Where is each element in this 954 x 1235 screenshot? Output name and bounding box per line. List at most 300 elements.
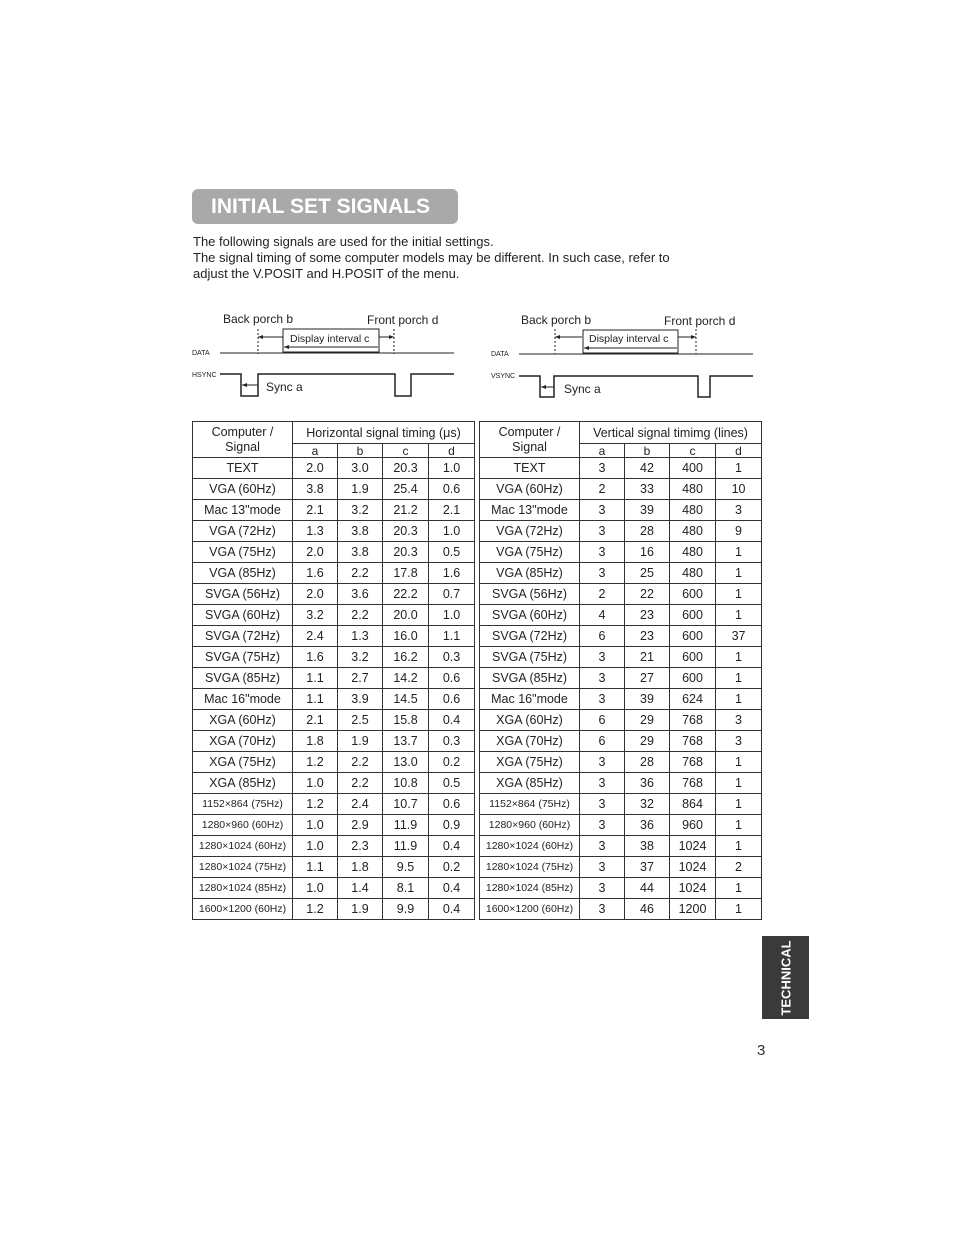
display-interval-label: Display interval c: [589, 333, 669, 345]
value-cell-a: 1.8: [293, 731, 338, 752]
value-cell-c: 1200: [670, 899, 716, 920]
signal-name-cell: SVGA (72Hz): [480, 626, 580, 647]
value-cell-d: 3: [716, 500, 762, 521]
front-porch-label: Front porch d: [664, 314, 736, 328]
value-cell-d: 9: [716, 521, 762, 542]
signal-name-cell: 1280×960 (60Hz): [480, 815, 580, 836]
value-cell-b: 2.2: [338, 563, 383, 584]
table-row: [193, 815, 475, 836]
col-header-b: b: [338, 444, 383, 458]
back-porch-label: Back porch b: [521, 313, 592, 327]
value-cell-c: 1024: [670, 836, 716, 857]
value-cell-b: 1.9: [338, 899, 383, 920]
table-row: [480, 647, 762, 668]
value-cell-d: 0.4: [429, 878, 475, 899]
value-cell-c: 768: [670, 731, 716, 752]
signal-name-cell: VGA (75Hz): [480, 542, 580, 563]
signal-name-cell: SVGA (56Hz): [193, 584, 293, 605]
signal-name-cell: 1152×864 (75Hz): [480, 794, 580, 815]
value-cell-d: 1: [716, 689, 762, 710]
signal-name-cell: Mac 13"mode: [480, 500, 580, 521]
table-row: [480, 584, 762, 605]
value-cell-a: 3: [580, 836, 625, 857]
table-row: [193, 668, 475, 689]
value-cell-d: 1: [716, 605, 762, 626]
value-cell-a: 2.4: [293, 626, 338, 647]
value-cell-a: 3: [580, 773, 625, 794]
value-cell-c: 22.2: [383, 584, 429, 605]
table-row: [193, 773, 475, 794]
value-cell-b: 46: [625, 899, 670, 920]
table-row: [193, 689, 475, 710]
value-cell-a: 3: [580, 668, 625, 689]
table-row: [193, 710, 475, 731]
value-cell-a: 3: [580, 542, 625, 563]
signal-name-cell: VGA (85Hz): [480, 563, 580, 584]
value-cell-a: 3: [580, 500, 625, 521]
value-cell-a: 2.1: [293, 710, 338, 731]
value-cell-d: 0.2: [429, 752, 475, 773]
value-cell-a: 1.0: [293, 836, 338, 857]
value-cell-b: 1.9: [338, 479, 383, 500]
value-cell-c: 600: [670, 668, 716, 689]
value-cell-c: 20.3: [383, 542, 429, 563]
value-cell-b: 23: [625, 626, 670, 647]
table-row: [480, 752, 762, 773]
value-cell-d: 1: [716, 815, 762, 836]
value-cell-d: 1.0: [429, 521, 475, 542]
value-cell-c: 9.9: [383, 899, 429, 920]
value-cell-a: 3: [580, 563, 625, 584]
value-cell-d: 1: [716, 563, 762, 584]
value-cell-d: 3: [716, 731, 762, 752]
signal-name-cell: XGA (70Hz): [193, 731, 293, 752]
table-row: [193, 500, 475, 521]
horizontal-timing-diagram: [188, 308, 463, 403]
value-cell-d: 0.9: [429, 815, 475, 836]
value-cell-d: 1: [716, 542, 762, 563]
value-cell-b: 33: [625, 479, 670, 500]
value-cell-d: 0.4: [429, 899, 475, 920]
signal-name-cell: 1280×1024 (75Hz): [480, 857, 580, 878]
col-header-c: c: [383, 444, 429, 458]
signal-name-cell: 1280×960 (60Hz): [193, 815, 293, 836]
front-porch-label: Front porch d: [367, 313, 439, 327]
value-cell-b: 2.2: [338, 752, 383, 773]
table-row: [480, 542, 762, 563]
value-cell-d: 0.7: [429, 584, 475, 605]
value-cell-d: 1.0: [429, 605, 475, 626]
value-cell-c: 16.0: [383, 626, 429, 647]
value-cell-c: 10.7: [383, 794, 429, 815]
value-cell-d: 0.4: [429, 836, 475, 857]
intro-line-3: adjust the V.POSIT and H.POSIT of the menu.: [193, 266, 460, 281]
value-cell-d: 1: [716, 584, 762, 605]
value-cell-b: 23: [625, 605, 670, 626]
value-cell-b: 28: [625, 752, 670, 773]
sync-label: Sync a: [266, 380, 303, 394]
col-header-b: b: [625, 444, 670, 458]
signal-name-cell: XGA (60Hz): [193, 710, 293, 731]
value-cell-b: 36: [625, 773, 670, 794]
value-cell-c: 11.9: [383, 836, 429, 857]
value-cell-b: 32: [625, 794, 670, 815]
col-header-d: d: [716, 444, 762, 458]
value-cell-c: 864: [670, 794, 716, 815]
value-cell-b: 3.2: [338, 647, 383, 668]
value-cell-c: 480: [670, 521, 716, 542]
signal-column-header: Computer / Signal: [193, 422, 293, 458]
value-cell-a: 1.1: [293, 668, 338, 689]
value-cell-c: 17.8: [383, 563, 429, 584]
value-cell-a: 3: [580, 899, 625, 920]
table-row: [193, 458, 475, 479]
value-cell-d: 0.6: [429, 689, 475, 710]
value-cell-a: 3.8: [293, 479, 338, 500]
value-cell-a: 6: [580, 626, 625, 647]
signal-name-cell: XGA (70Hz): [480, 731, 580, 752]
table-row: [193, 563, 475, 584]
value-cell-b: 37: [625, 857, 670, 878]
value-cell-c: 25.4: [383, 479, 429, 500]
signal-name-cell: VGA (85Hz): [193, 563, 293, 584]
value-cell-a: 1.1: [293, 857, 338, 878]
table-row: [480, 794, 762, 815]
value-cell-a: 3: [580, 689, 625, 710]
value-cell-b: 3.8: [338, 542, 383, 563]
table-row: [480, 710, 762, 731]
timing-column-header: Horizontal signal timing (μs): [293, 422, 475, 444]
table-row: [480, 731, 762, 752]
value-cell-c: 11.9: [383, 815, 429, 836]
value-cell-c: 21.2: [383, 500, 429, 521]
value-cell-a: 2: [580, 479, 625, 500]
signal-name-cell: SVGA (85Hz): [480, 668, 580, 689]
value-cell-d: 1: [716, 647, 762, 668]
value-cell-d: 10: [716, 479, 762, 500]
signal-name-cell: XGA (60Hz): [480, 710, 580, 731]
value-cell-d: 1: [716, 899, 762, 920]
value-cell-b: 1.9: [338, 731, 383, 752]
table-row: [193, 647, 475, 668]
value-cell-a: 1.0: [293, 878, 338, 899]
table-row: [480, 458, 762, 479]
value-cell-d: 37: [716, 626, 762, 647]
horizontal-table-body: [193, 458, 475, 920]
value-cell-b: 3.6: [338, 584, 383, 605]
value-cell-a: 6: [580, 731, 625, 752]
value-cell-d: 1: [716, 836, 762, 857]
value-cell-c: 1024: [670, 857, 716, 878]
value-cell-b: 39: [625, 689, 670, 710]
signal-name-cell: VGA (72Hz): [480, 521, 580, 542]
vsync-label: VSYNC: [491, 373, 516, 380]
signal-name-cell: Mac 13"mode: [193, 500, 293, 521]
intro-line-2: The signal timing of some computer models may be different. In such case, refer to: [193, 250, 670, 265]
signal-name-cell: VGA (60Hz): [193, 479, 293, 500]
value-cell-b: 2.7: [338, 668, 383, 689]
value-cell-c: 480: [670, 479, 716, 500]
value-cell-a: 3: [580, 647, 625, 668]
value-cell-d: 0.2: [429, 857, 475, 878]
timing-column-header: Vertical signal timimg (lines): [580, 422, 762, 444]
value-cell-c: 1024: [670, 878, 716, 899]
value-cell-c: 480: [670, 500, 716, 521]
value-cell-b: 42: [625, 458, 670, 479]
table-row: [480, 668, 762, 689]
value-cell-d: 3: [716, 710, 762, 731]
value-cell-b: 39: [625, 500, 670, 521]
value-cell-b: 2.3: [338, 836, 383, 857]
value-cell-c: 16.2: [383, 647, 429, 668]
value-cell-c: 480: [670, 563, 716, 584]
signal-name-cell: SVGA (72Hz): [193, 626, 293, 647]
value-cell-b: 1.8: [338, 857, 383, 878]
value-cell-d: 0.6: [429, 479, 475, 500]
value-cell-c: 768: [670, 752, 716, 773]
signal-name-cell: VGA (72Hz): [193, 521, 293, 542]
value-cell-c: 600: [670, 605, 716, 626]
value-cell-a: 3.2: [293, 605, 338, 626]
value-cell-a: 1.2: [293, 794, 338, 815]
sync-label: Sync a: [564, 382, 601, 396]
data-label: DATA: [192, 350, 210, 357]
signal-name-cell: SVGA (60Hz): [193, 605, 293, 626]
value-cell-b: 2.5: [338, 710, 383, 731]
value-cell-c: 8.1: [383, 878, 429, 899]
table-row: [480, 521, 762, 542]
value-cell-a: 3: [580, 878, 625, 899]
signal-name-cell: SVGA (60Hz): [480, 605, 580, 626]
value-cell-a: 1.0: [293, 815, 338, 836]
value-cell-c: 20.3: [383, 458, 429, 479]
value-cell-b: 21: [625, 647, 670, 668]
value-cell-c: 624: [670, 689, 716, 710]
value-cell-c: 10.8: [383, 773, 429, 794]
table-row: [480, 899, 762, 920]
value-cell-b: 3.0: [338, 458, 383, 479]
back-porch-label: Back porch b: [223, 312, 294, 326]
value-cell-b: 2.2: [338, 773, 383, 794]
value-cell-b: 3.8: [338, 521, 383, 542]
value-cell-a: 3: [580, 815, 625, 836]
col-header-a: a: [293, 444, 338, 458]
table-row: [193, 899, 475, 920]
value-cell-a: 3: [580, 794, 625, 815]
table-row: [480, 878, 762, 899]
intro-text: [193, 234, 753, 282]
value-cell-d: 1.0: [429, 458, 475, 479]
value-cell-c: 20.3: [383, 521, 429, 542]
signal-name-cell: TEXT: [480, 458, 580, 479]
page-number: 3: [757, 1042, 766, 1059]
signal-name-cell: 1280×1024 (85Hz): [193, 878, 293, 899]
vertical-timing-table: [479, 421, 762, 920]
value-cell-b: 1.4: [338, 878, 383, 899]
signal-name-cell: XGA (75Hz): [480, 752, 580, 773]
signal-name-cell: 1600×1200 (60Hz): [480, 899, 580, 920]
signal-name-cell: 1280×1024 (85Hz): [480, 878, 580, 899]
table-row: [480, 836, 762, 857]
value-cell-d: 0.4: [429, 710, 475, 731]
table-row: [480, 815, 762, 836]
value-cell-b: 25: [625, 563, 670, 584]
value-cell-b: 2.2: [338, 605, 383, 626]
value-cell-a: 3: [580, 521, 625, 542]
value-cell-d: 1.6: [429, 563, 475, 584]
value-cell-c: 768: [670, 773, 716, 794]
table-row: [193, 584, 475, 605]
value-cell-b: 38: [625, 836, 670, 857]
section-title: INITIAL SET SIGNALS: [192, 189, 458, 224]
value-cell-b: 44: [625, 878, 670, 899]
horizontal-timing-table: [192, 421, 475, 920]
value-cell-b: 1.3: [338, 626, 383, 647]
value-cell-a: 2.0: [293, 584, 338, 605]
table-row: [480, 689, 762, 710]
table-row: [193, 857, 475, 878]
col-header-a: a: [580, 444, 625, 458]
value-cell-d: 1.1: [429, 626, 475, 647]
table-row: [193, 542, 475, 563]
value-cell-a: 2.1: [293, 500, 338, 521]
signal-name-cell: XGA (85Hz): [193, 773, 293, 794]
value-cell-d: 0.3: [429, 731, 475, 752]
table-row: [480, 626, 762, 647]
value-cell-d: 1: [716, 878, 762, 899]
value-cell-c: 9.5: [383, 857, 429, 878]
value-cell-a: 1.1: [293, 689, 338, 710]
hsync-label: HSYNC: [192, 372, 217, 379]
signal-name-cell: TEXT: [193, 458, 293, 479]
data-label: DATA: [491, 351, 509, 358]
value-cell-c: 15.8: [383, 710, 429, 731]
value-cell-c: 14.5: [383, 689, 429, 710]
value-cell-d: 1: [716, 668, 762, 689]
value-cell-d: 1: [716, 458, 762, 479]
value-cell-a: 3: [580, 752, 625, 773]
table-row: [480, 479, 762, 500]
value-cell-c: 960: [670, 815, 716, 836]
technical-side-tab: [762, 936, 809, 1019]
value-cell-d: 1: [716, 773, 762, 794]
table-row: [193, 521, 475, 542]
value-cell-d: 0.5: [429, 542, 475, 563]
signal-name-cell: 1280×1024 (60Hz): [193, 836, 293, 857]
vertical-timing-diagram: [487, 308, 762, 403]
table-row: [193, 605, 475, 626]
table-row: [193, 794, 475, 815]
signal-name-cell: SVGA (56Hz): [480, 584, 580, 605]
signal-name-cell: SVGA (85Hz): [193, 668, 293, 689]
table-row: [480, 605, 762, 626]
table-row: [193, 626, 475, 647]
value-cell-a: 1.2: [293, 899, 338, 920]
signal-name-cell: 1280×1024 (75Hz): [193, 857, 293, 878]
value-cell-b: 29: [625, 710, 670, 731]
signal-name-cell: VGA (60Hz): [480, 479, 580, 500]
col-header-d: d: [429, 444, 475, 458]
value-cell-c: 400: [670, 458, 716, 479]
signal-name-cell: XGA (75Hz): [193, 752, 293, 773]
table-row: [193, 752, 475, 773]
table-row: [480, 500, 762, 521]
value-cell-b: 2.9: [338, 815, 383, 836]
signal-name-cell: 1152×864 (75Hz): [193, 794, 293, 815]
value-cell-b: 36: [625, 815, 670, 836]
value-cell-d: 0.6: [429, 794, 475, 815]
value-cell-a: 1.2: [293, 752, 338, 773]
value-cell-b: 29: [625, 731, 670, 752]
signal-name-cell: SVGA (75Hz): [193, 647, 293, 668]
value-cell-c: 600: [670, 626, 716, 647]
table-row: [193, 878, 475, 899]
value-cell-b: 22: [625, 584, 670, 605]
value-cell-b: 2.4: [338, 794, 383, 815]
value-cell-a: 6: [580, 710, 625, 731]
value-cell-b: 27: [625, 668, 670, 689]
value-cell-c: 600: [670, 584, 716, 605]
value-cell-a: 2.0: [293, 458, 338, 479]
signal-name-cell: VGA (75Hz): [193, 542, 293, 563]
intro-line-1: The following signals are used for the initial settings.: [193, 234, 494, 249]
value-cell-d: 1: [716, 794, 762, 815]
value-cell-d: 0.3: [429, 647, 475, 668]
signal-name-cell: 1600×1200 (60Hz): [193, 899, 293, 920]
value-cell-a: 1.0: [293, 773, 338, 794]
value-cell-a: 3: [580, 458, 625, 479]
vertical-table-body: [480, 458, 762, 920]
value-cell-b: 3.2: [338, 500, 383, 521]
table-row: [480, 773, 762, 794]
value-cell-d: 0.5: [429, 773, 475, 794]
signal-name-cell: Mac 16"mode: [480, 689, 580, 710]
value-cell-a: 3: [580, 857, 625, 878]
value-cell-b: 28: [625, 521, 670, 542]
table-row: [480, 857, 762, 878]
value-cell-c: 20.0: [383, 605, 429, 626]
value-cell-c: 13.7: [383, 731, 429, 752]
signal-column-header: Computer / Signal: [480, 422, 580, 458]
value-cell-c: 480: [670, 542, 716, 563]
value-cell-b: 16: [625, 542, 670, 563]
value-cell-c: 14.2: [383, 668, 429, 689]
table-row: [193, 731, 475, 752]
table-row: [193, 479, 475, 500]
table-row: [193, 836, 475, 857]
value-cell-a: 1.3: [293, 521, 338, 542]
value-cell-d: 2.1: [429, 500, 475, 521]
side-tab-label: TECHNICAL: [778, 939, 793, 1016]
value-cell-d: 2: [716, 857, 762, 878]
value-cell-b: 3.9: [338, 689, 383, 710]
value-cell-a: 2: [580, 584, 625, 605]
value-cell-a: 1.6: [293, 563, 338, 584]
signal-name-cell: 1280×1024 (60Hz): [480, 836, 580, 857]
signal-name-cell: Mac 16"mode: [193, 689, 293, 710]
value-cell-a: 4: [580, 605, 625, 626]
value-cell-a: 2.0: [293, 542, 338, 563]
value-cell-d: 1: [716, 752, 762, 773]
value-cell-c: 768: [670, 710, 716, 731]
value-cell-c: 600: [670, 647, 716, 668]
value-cell-c: 13.0: [383, 752, 429, 773]
table-row: [480, 563, 762, 584]
value-cell-a: 1.6: [293, 647, 338, 668]
signal-name-cell: SVGA (75Hz): [480, 647, 580, 668]
value-cell-d: 0.6: [429, 668, 475, 689]
signal-name-cell: XGA (85Hz): [480, 773, 580, 794]
